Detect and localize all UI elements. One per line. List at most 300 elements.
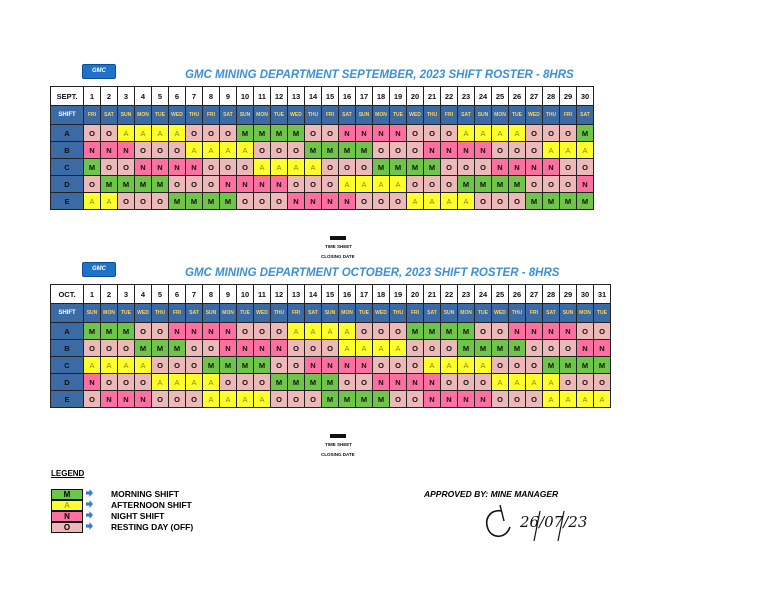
shift-cell: O [237,374,254,391]
shift-cell: O [237,193,254,210]
shift-cell: M [305,142,322,159]
shift-cell: M [509,176,526,193]
weekday: FRI [84,106,101,125]
shift-cell: M [373,159,390,176]
day-number-row [51,285,611,304]
day-number: 30 [577,285,594,304]
shift-cell: A [543,391,560,408]
shift-cell: A [118,125,135,142]
shift-cell: A [339,176,356,193]
shift-cell: A [458,357,475,374]
shift-cell: O [407,391,424,408]
shift-cell: A [169,125,186,142]
shift-cell: O [339,374,356,391]
shift-cell: O [594,374,611,391]
shift-cell: A [492,374,509,391]
shift-cell: N [271,340,288,357]
shift-cell: M [407,323,424,340]
shift-cell: O [390,391,407,408]
team-row [51,176,594,193]
weekday: MON [577,304,594,323]
shift-cell: N [135,159,152,176]
shift-cell: O [305,340,322,357]
shift-cell: O [526,176,543,193]
day-number: 31 [594,285,611,304]
shift-cell: N [356,357,373,374]
shift-cell: A [220,391,237,408]
shift-cell: A [339,323,356,340]
weekday: SAT [339,106,356,125]
shift-cell: O [407,357,424,374]
arrow-right-icon [86,489,93,497]
shift-cell: O [152,391,169,408]
weekday: SUN [356,106,373,125]
team-row [51,374,611,391]
shift-cell: A [152,125,169,142]
day-number: 13 [288,87,305,106]
shift-cell: N [526,323,543,340]
shift-cell: O [441,125,458,142]
shift-cell: M [424,323,441,340]
shift-cell: M [152,176,169,193]
weekday: SUN [118,106,135,125]
weekday: THU [509,304,526,323]
shift-cell: N [237,340,254,357]
shift-cell: O [526,340,543,357]
shift-cell: A [492,125,509,142]
shift-cell: M [543,193,560,210]
day-number: 28 [543,87,560,106]
weekday: TUE [118,304,135,323]
weekday: SAT [305,304,322,323]
shift-cell: N [594,340,611,357]
legend-title: LEGEND [51,469,85,478]
day-number: 11 [254,87,271,106]
day-number: 17 [356,285,373,304]
shift-cell: O [560,125,577,142]
day-number: 7 [186,285,203,304]
time-sheet-label: TIME SHEET [325,244,353,249]
shift-cell: O [118,374,135,391]
shift-cell: A [577,142,594,159]
roster-table [50,86,594,210]
weekday: SUN [322,304,339,323]
shift-cell: A [458,125,475,142]
shift-cell: M [509,340,526,357]
shift-cell: O [101,159,118,176]
team-label: E [51,193,84,210]
shift-cell: N [220,323,237,340]
shift-cell: O [305,391,322,408]
shift-cell: O [509,193,526,210]
weekday: THU [390,304,407,323]
shift-cell: A [424,357,441,374]
shift-cell: M [135,340,152,357]
legend-label: MORNING SHIFT [111,489,179,499]
shift-cell: O [322,125,339,142]
shift-cell: N [577,176,594,193]
shift-cell: N [390,374,407,391]
shift-cell: O [356,159,373,176]
shift-cell: O [373,323,390,340]
shift-cell: M [254,357,271,374]
weekday: FRI [203,106,220,125]
shift-cell: A [475,125,492,142]
shift-cell: M [135,176,152,193]
shift-cell: O [407,125,424,142]
shift-cell: M [577,125,594,142]
shift-cell: O [407,340,424,357]
shift-cell: O [594,323,611,340]
shift-cell: O [543,340,560,357]
shift-cell: A [594,391,611,408]
roster-september [50,64,594,210]
shift-cell: A [186,374,203,391]
shift-cell: O [237,323,254,340]
shift-cell: A [101,357,118,374]
day-number: 12 [271,87,288,106]
shift-cell: M [577,193,594,210]
shift-cell: A [356,340,373,357]
weekday: SUN [203,304,220,323]
shift-cell: O [152,142,169,159]
shift-cell: O [186,125,203,142]
day-number: 9 [220,285,237,304]
roster-october [50,262,611,408]
shift-cell: O [101,374,118,391]
shift-cell: A [271,159,288,176]
shift-cell: O [577,323,594,340]
time-sheet-marker [330,236,346,240]
shift-cell: N [407,374,424,391]
month-label: OCT. [51,285,84,304]
month-label: SEPT. [51,87,84,106]
shift-cell: A [203,391,220,408]
shift-cell: A [203,142,220,159]
shift-cell: A [560,142,577,159]
day-number: 13 [288,285,305,304]
weekday: WED [492,304,509,323]
shift-cell: A [220,142,237,159]
weekday: SAT [458,106,475,125]
team-label: C [51,159,84,176]
shift-cell: N [560,323,577,340]
shift-cell: O [339,159,356,176]
shift-cell: O [356,193,373,210]
shift-cell: O [458,374,475,391]
shift-cell: O [509,142,526,159]
shift-cell: O [407,142,424,159]
shift-cell: O [577,374,594,391]
day-number: 2 [101,87,118,106]
shift-cell: A [356,176,373,193]
shift-cell: N [135,391,152,408]
shift-cell: A [237,391,254,408]
shift-cell: O [135,142,152,159]
shift-cell: O [271,193,288,210]
shift-cell: O [322,176,339,193]
shift-cell: N [118,391,135,408]
shift-cell: O [509,357,526,374]
shift-cell: M [169,193,186,210]
shift-cell: O [441,176,458,193]
shift-cell: N [254,176,271,193]
shift-cell: O [220,159,237,176]
day-number: 17 [356,87,373,106]
shift-cell: O [271,323,288,340]
team-row [51,125,594,142]
shift-cell: M [101,323,118,340]
weekday: FRI [560,106,577,125]
day-number: 24 [475,285,492,304]
shift-cell: A [322,323,339,340]
shift-cell: A [152,374,169,391]
arrow-right-icon [86,522,93,530]
shift-cell: M [322,391,339,408]
legend-label: RESTING DAY (OFF) [111,522,194,532]
day-number: 1 [84,285,101,304]
weekday-row [51,304,611,323]
weekday: WED [407,106,424,125]
shift-cell: O [135,193,152,210]
shift-cell: N [543,159,560,176]
shift-cell: M [458,323,475,340]
shift-cell: O [220,125,237,142]
shift-cell: N [288,193,305,210]
weekday: FRI [322,106,339,125]
day-number: 22 [441,285,458,304]
shift-cell: N [169,159,186,176]
shift-cell: O [322,340,339,357]
day-number: 16 [339,285,356,304]
shift-cell: O [271,391,288,408]
shift-cell: O [118,159,135,176]
weekday: TUE [237,304,254,323]
day-number: 27 [526,285,543,304]
day-number: 29 [560,87,577,106]
weekday: THU [186,106,203,125]
shift-cell: O [390,323,407,340]
shift-cell: O [203,159,220,176]
weekday: TUE [152,106,169,125]
team-row [51,142,594,159]
legend-label: AFTERNOON SHIFT [111,500,192,510]
shift-cell: N [322,193,339,210]
shift-cell: M [271,374,288,391]
weekday: SAT [186,304,203,323]
legend-swatch: M [51,489,83,500]
shift-cell: N [322,357,339,374]
shift-cell: M [84,159,101,176]
shift-cell: M [356,142,373,159]
weekday: FRI [169,304,186,323]
shift-cell: M [203,357,220,374]
shift-cell: M [441,323,458,340]
shift-cell: O [373,142,390,159]
shift-cell: O [237,159,254,176]
shift-cell: A [305,323,322,340]
shift-cell: M [458,340,475,357]
shift-cell: O [373,193,390,210]
day-number: 28 [543,285,560,304]
shift-cell: N [509,323,526,340]
shift-cell: A [543,374,560,391]
weekday: SAT [424,304,441,323]
approval-text: APPROVED BY: MINE MANAGER [424,489,559,499]
weekday: TUE [271,106,288,125]
shift-cell: M [152,340,169,357]
team-label: C [51,357,84,374]
weekday: FRI [441,106,458,125]
shift-cell: O [220,374,237,391]
shift-cell: O [305,125,322,142]
day-number: 3 [118,285,135,304]
team-row [51,340,611,357]
shift-cell: N [101,142,118,159]
weekday: FRI [526,304,543,323]
weekday: MON [492,106,509,125]
shift-cell: O [288,176,305,193]
shift-cell: A [373,340,390,357]
shift-cell: M [322,142,339,159]
day-number: 18 [373,285,390,304]
shift-cell: N [84,374,101,391]
weekday: SAT [220,106,237,125]
day-number: 14 [305,87,322,106]
weekday: WED [169,106,186,125]
legend-swatch: N [51,511,83,522]
shift-cell: O [373,357,390,374]
day-number: 5 [152,87,169,106]
shift-cell: O [356,374,373,391]
day-number: 4 [135,87,152,106]
shift-cell: O [271,142,288,159]
day-number: 24 [475,87,492,106]
weekday: TUE [356,304,373,323]
shift-cell: O [135,323,152,340]
shift-cell: M [84,323,101,340]
day-number: 18 [373,87,390,106]
shift-cell: O [526,142,543,159]
weekday: WED [373,304,390,323]
team-row [51,357,611,374]
shift-cell: O [526,357,543,374]
day-number: 22 [441,87,458,106]
shift-cell: M [305,374,322,391]
day-number: 6 [169,285,186,304]
shift-cell: N [339,193,356,210]
shift-cell: O [101,125,118,142]
team-label: D [51,374,84,391]
shift-cell: M [407,159,424,176]
shift-cell: A [237,142,254,159]
shift-cell: M [339,391,356,408]
shift-cell: O [288,142,305,159]
shift-label: SHIFT [51,106,84,125]
closing-date-label: CLOSING DATE [321,452,355,457]
shift-cell: O [424,340,441,357]
shift-label: SHIFT [51,304,84,323]
weekday: SAT [577,106,594,125]
shift-cell: A [339,340,356,357]
shift-cell: N [118,142,135,159]
shift-cell: A [526,374,543,391]
shift-cell: O [101,340,118,357]
shift-cell: O [254,142,271,159]
shift-cell: M [560,193,577,210]
shift-cell: A [84,193,101,210]
weekday: MON [254,106,271,125]
shift-cell: A [390,176,407,193]
shift-cell: A [407,193,424,210]
shift-cell: N [441,391,458,408]
shift-cell: M [560,357,577,374]
shift-cell: M [271,125,288,142]
shift-cell: O [84,391,101,408]
shift-cell: O [441,340,458,357]
shift-cell: A [441,193,458,210]
weekday: TUE [390,106,407,125]
time-sheet-marker [330,434,346,438]
shift-cell: M [390,159,407,176]
shift-cell: N [441,142,458,159]
legend-label: NIGHT SHIFT [111,511,165,521]
shift-cell: O [356,323,373,340]
shift-cell: N [424,374,441,391]
shift-cell: A [186,142,203,159]
shift-cell: N [203,323,220,340]
day-number: 15 [322,87,339,106]
shift-cell: O [203,125,220,142]
shift-cell: O [509,391,526,408]
shift-cell: O [288,391,305,408]
day-number: 6 [169,87,186,106]
shift-cell: O [186,340,203,357]
shift-cell: O [492,391,509,408]
shift-cell: M [288,125,305,142]
shift-cell: O [169,391,186,408]
shift-cell: N [237,176,254,193]
shift-cell: M [458,176,475,193]
team-label: A [51,323,84,340]
shift-cell: A [203,374,220,391]
shift-cell: O [288,357,305,374]
shift-cell: A [509,374,526,391]
weekday: SAT [543,304,560,323]
shift-cell: O [288,340,305,357]
day-number: 20 [407,285,424,304]
shift-cell: M [526,193,543,210]
shift-cell: M [424,159,441,176]
shift-cell: O [560,374,577,391]
shift-cell: O [390,142,407,159]
shift-cell: O [577,159,594,176]
weekday: MON [339,304,356,323]
shift-cell: A [135,357,152,374]
arrow-right-icon [86,511,93,519]
team-row [51,159,594,176]
team-row [51,323,611,340]
shift-cell: A [135,125,152,142]
shift-cell: O [84,176,101,193]
legend-swatch: A [51,500,83,511]
shift-cell: O [424,176,441,193]
shift-cell: O [152,193,169,210]
shift-cell: N [492,159,509,176]
shift-cell: O [441,374,458,391]
shift-cell: O [169,357,186,374]
day-number: 15 [322,285,339,304]
